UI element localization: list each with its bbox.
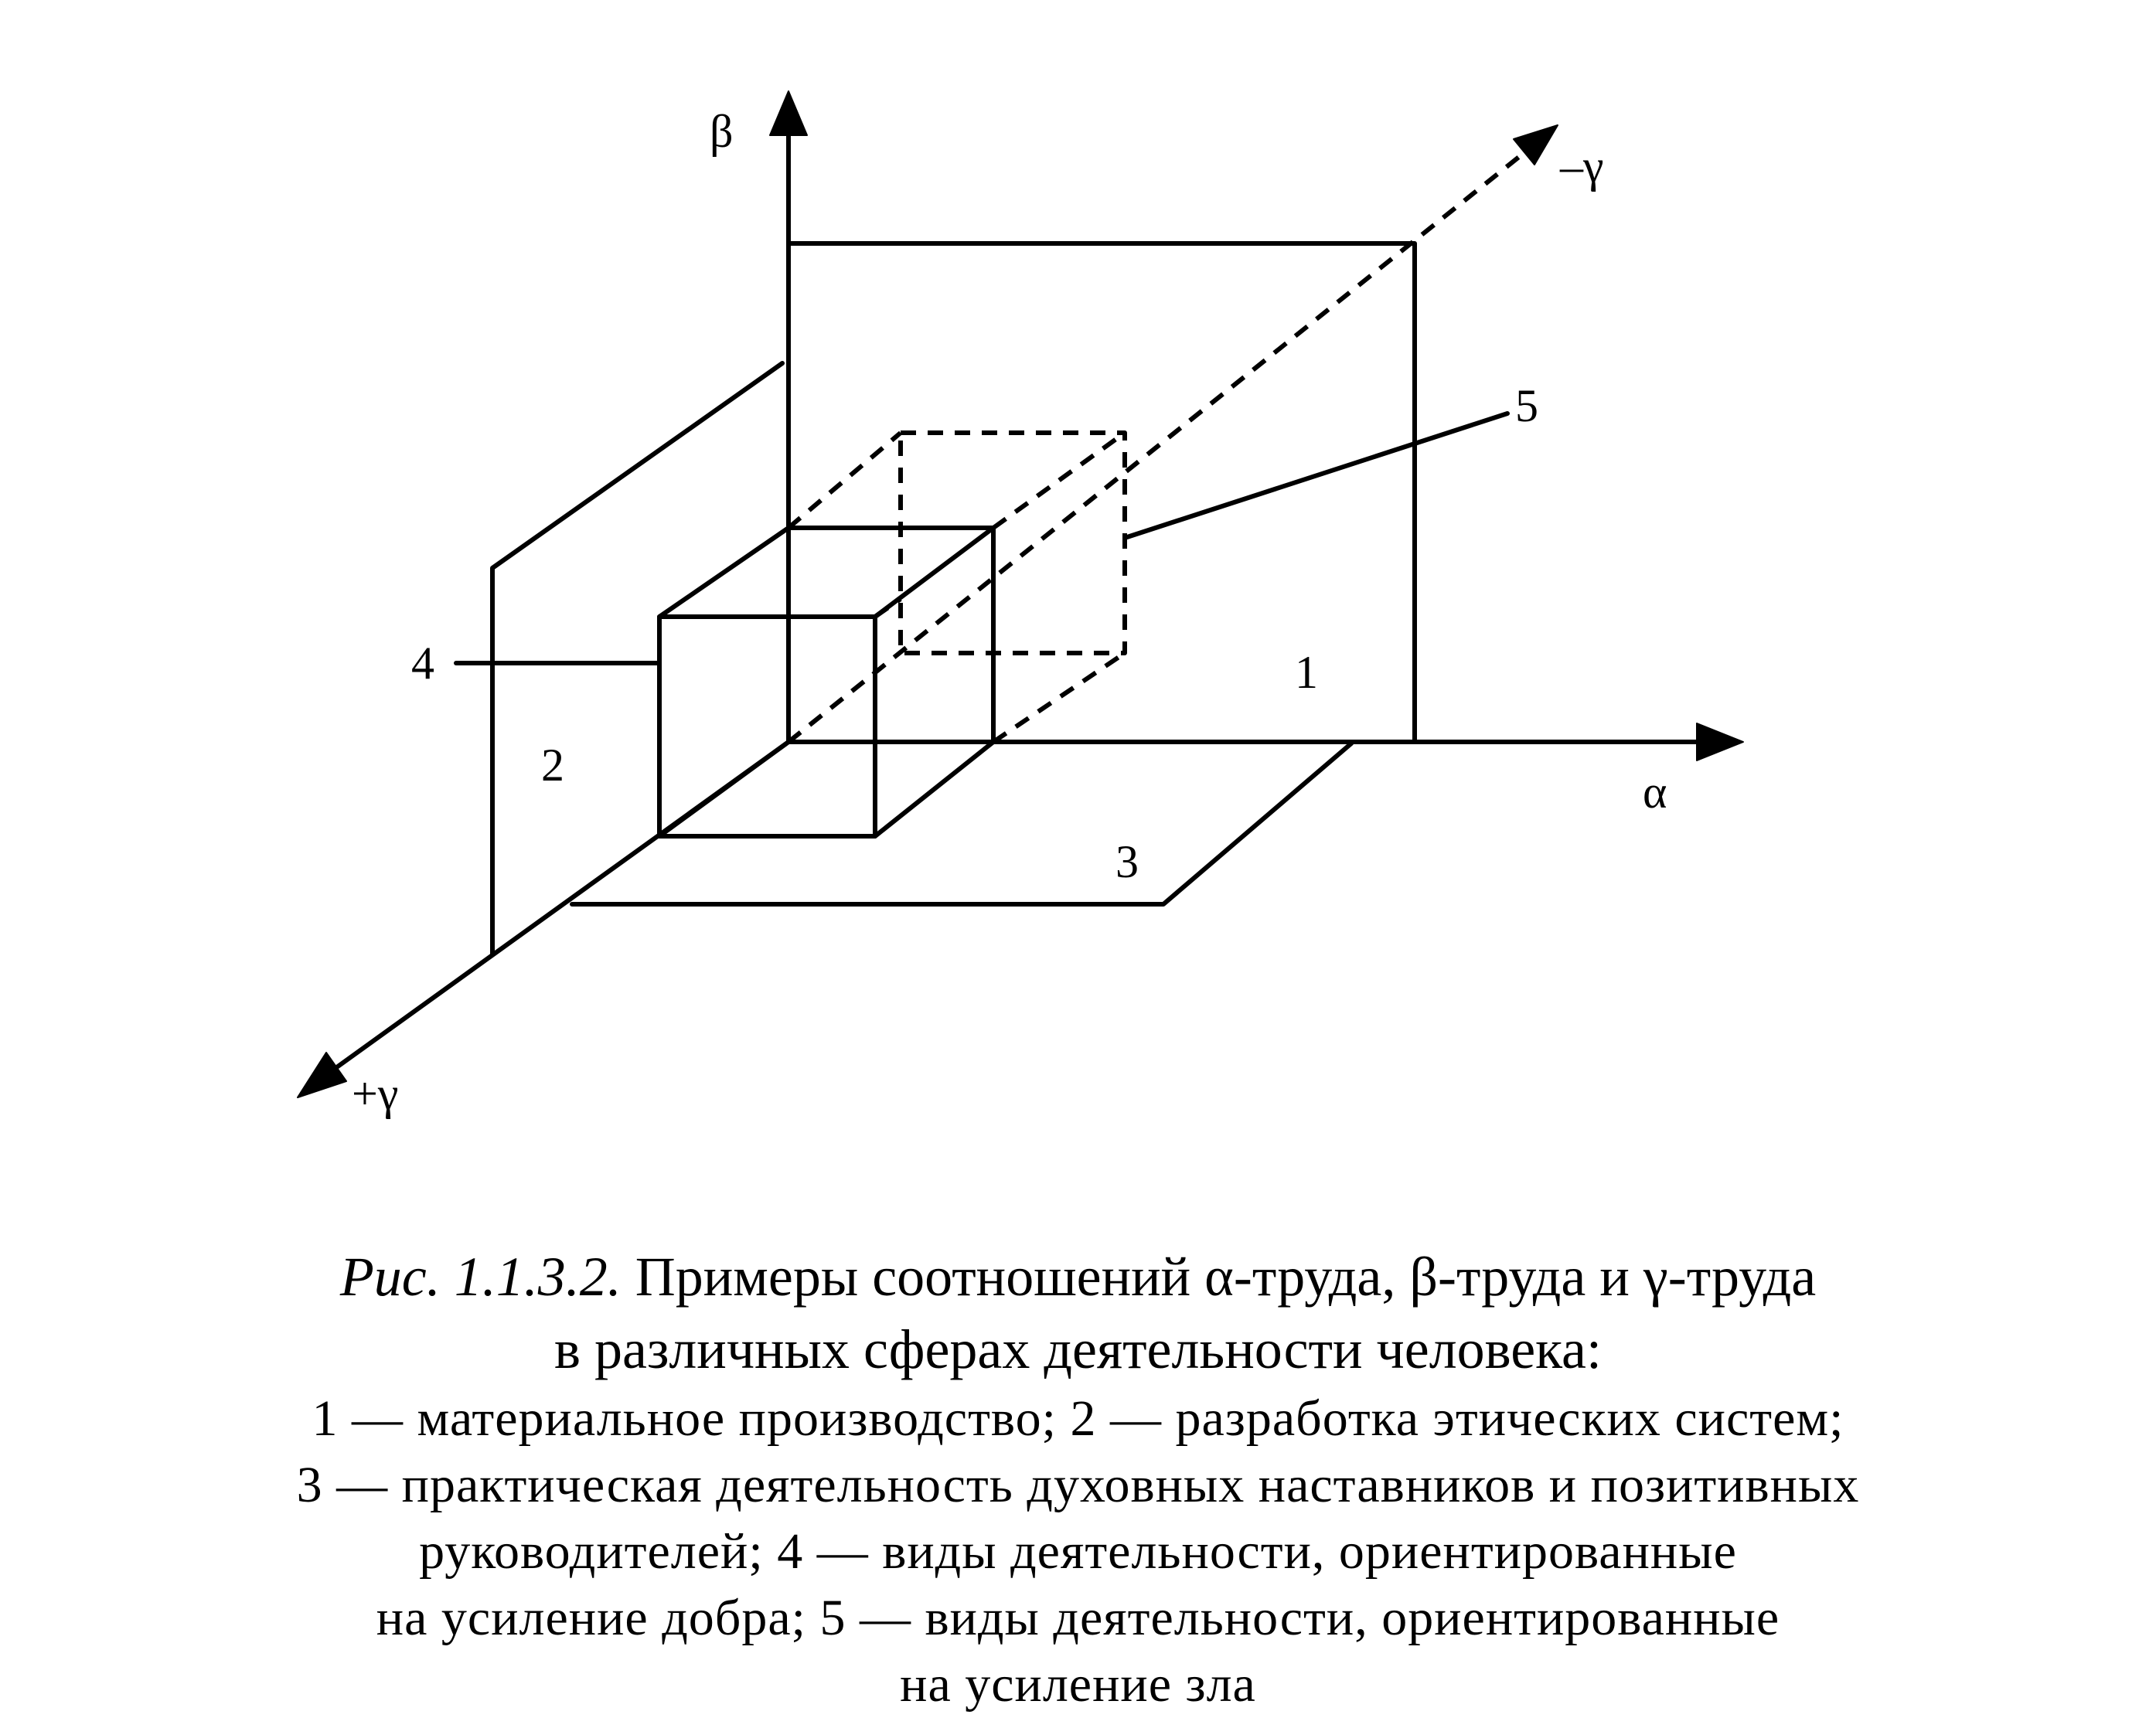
cube-5-edge: [993, 433, 1125, 528]
region-label-3: 3: [1115, 836, 1139, 887]
region-label-1: 1: [1295, 647, 1318, 698]
caption-line: руководителей; 4 — виды деятельности, ориентированные: [419, 1523, 1737, 1580]
cube-4-edge: [659, 528, 788, 617]
minus-gamma-arrowhead: [1514, 125, 1558, 165]
cube-4-front-face: [659, 617, 875, 836]
caption-line: на усиление добра; 5 — виды деятельности, ориентированные: [376, 1590, 1780, 1646]
caption-line: на усиление зла: [900, 1656, 1256, 1713]
cube-4-back-edges: [788, 528, 993, 742]
caption-line: 1 — материальное производство; 2 — разработка этических систем;: [312, 1390, 1844, 1447]
region-label-5: 5: [1515, 380, 1538, 431]
beta-arrowhead: [770, 91, 807, 135]
cube-5-back-face: [901, 433, 1125, 653]
cube-4-edge: [875, 528, 993, 617]
beta-axis-label: β: [710, 106, 734, 157]
leader-line-5: [1127, 413, 1507, 537]
alpha-axis-label: α: [1643, 767, 1667, 818]
plus-gamma-axis-label: +γ: [352, 1068, 399, 1119]
caption-line: в различных сферах деятельности человека:: [553, 1318, 1603, 1380]
caption-title: [0, 1240, 2156, 1313]
figure-label: Рис. 1.1.3.2.: [339, 1246, 622, 1308]
plane-2-outline: [492, 363, 782, 954]
alpha-arrowhead: [1697, 723, 1743, 760]
cube-5-edge: [993, 653, 1125, 742]
minus-gamma-axis-label: –γ: [1560, 141, 1604, 192]
region-label-2: 2: [541, 740, 564, 791]
caption-title-text: Примеры соотношений α-труда, β-труда и γ-труда: [621, 1246, 1817, 1308]
region-label-4: 4: [411, 638, 434, 689]
plus-gamma-arrowhead: [298, 1053, 346, 1097]
figure-caption: [0, 1240, 2156, 1718]
cube-4-edge: [875, 742, 993, 836]
cube-4-edge: [659, 742, 788, 836]
caption-line: 3 — практическая деятельность духовных наставников и позитивных: [296, 1457, 1860, 1513]
cube-5-edge: [788, 433, 901, 528]
